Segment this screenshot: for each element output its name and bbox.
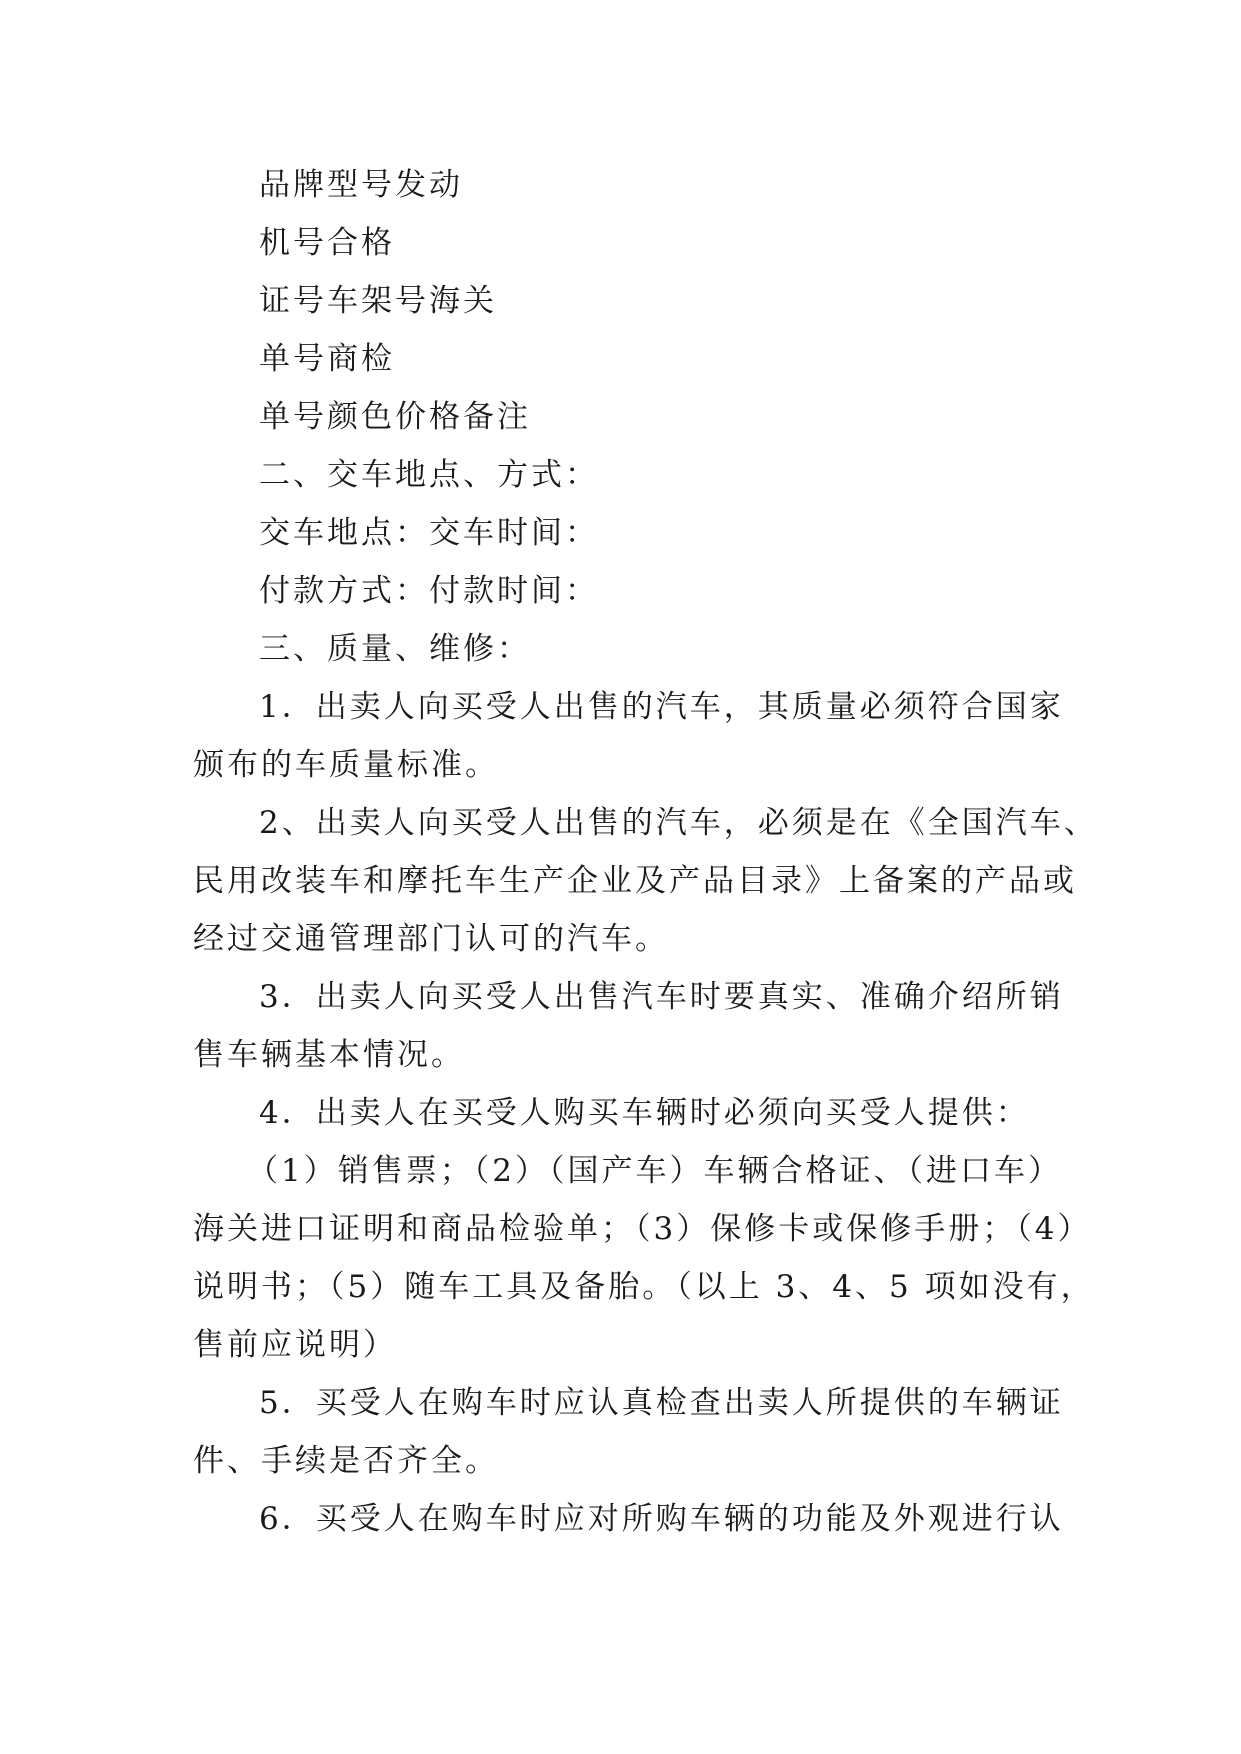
clause-3-line-1: 3．出卖人向买受人出售汽车时要真实、准确介绍所销 [259, 979, 1064, 1015]
document-body [193, 156, 1098, 1548]
clause-4-line-1: 4．出卖人在买受人购买车辆时必须向买受人提供： [259, 1095, 1030, 1131]
section-heading-delivery: 二、交车地点、方式： [259, 457, 599, 493]
clause-4-line-4: 说明书；（5）随车工具及备胎。（以上 3、4、5 项如没有， [193, 1269, 1095, 1305]
clause-5-line-2: 件、手续是否齐全。 [193, 1443, 499, 1479]
clause-1-line-1: 1．出卖人向买受人出售的汽车，其质量必须符合国家 [259, 689, 1064, 725]
clause-4-line-3: 海关进口证明和商品检验单；（3）保修卡或保修手册；（4） [193, 1211, 1092, 1247]
clause-2-line-3: 经过交通管理部门认可的汽车。 [193, 921, 669, 957]
clause-2-line-1: 2、出卖人向买受人出售的汽车，必须是在《全国汽车、 [259, 805, 1098, 841]
clause-5-line-1: 5．买受人在购车时应认真检查出卖人所提供的车辆证 [259, 1385, 1064, 1421]
section-heading-quality: 三、质量、维修： [259, 631, 531, 667]
clause-3-line-2: 售车辆基本情况。 [193, 1037, 465, 1073]
text-line: 单号颜色价格备注 [259, 399, 531, 435]
text-line: 证号车架号海关 [259, 283, 497, 319]
text-line: 付款方式：付款时间： [259, 573, 599, 609]
clause-4-line-5: 售前应说明） [193, 1327, 397, 1363]
text-line: 品牌型号发动 [259, 167, 463, 203]
clause-4-line-2: （1）销售票；（2）（国产车）车辆合格证、（进口车） [247, 1153, 1062, 1189]
text-line: 单号商检 [259, 341, 395, 377]
clause-1-line-2: 颁布的车质量标准。 [193, 747, 499, 783]
text-line: 交车地点：交车时间： [259, 515, 599, 551]
clause-2-line-2: 民用改装车和摩托车生产企业及产品目录》上备案的产品或 [193, 863, 1077, 899]
clause-6-line-1: 6．买受人在购车时应对所购车辆的功能及外观进行认 [259, 1501, 1064, 1537]
text-line: 机号合格 [259, 225, 395, 261]
